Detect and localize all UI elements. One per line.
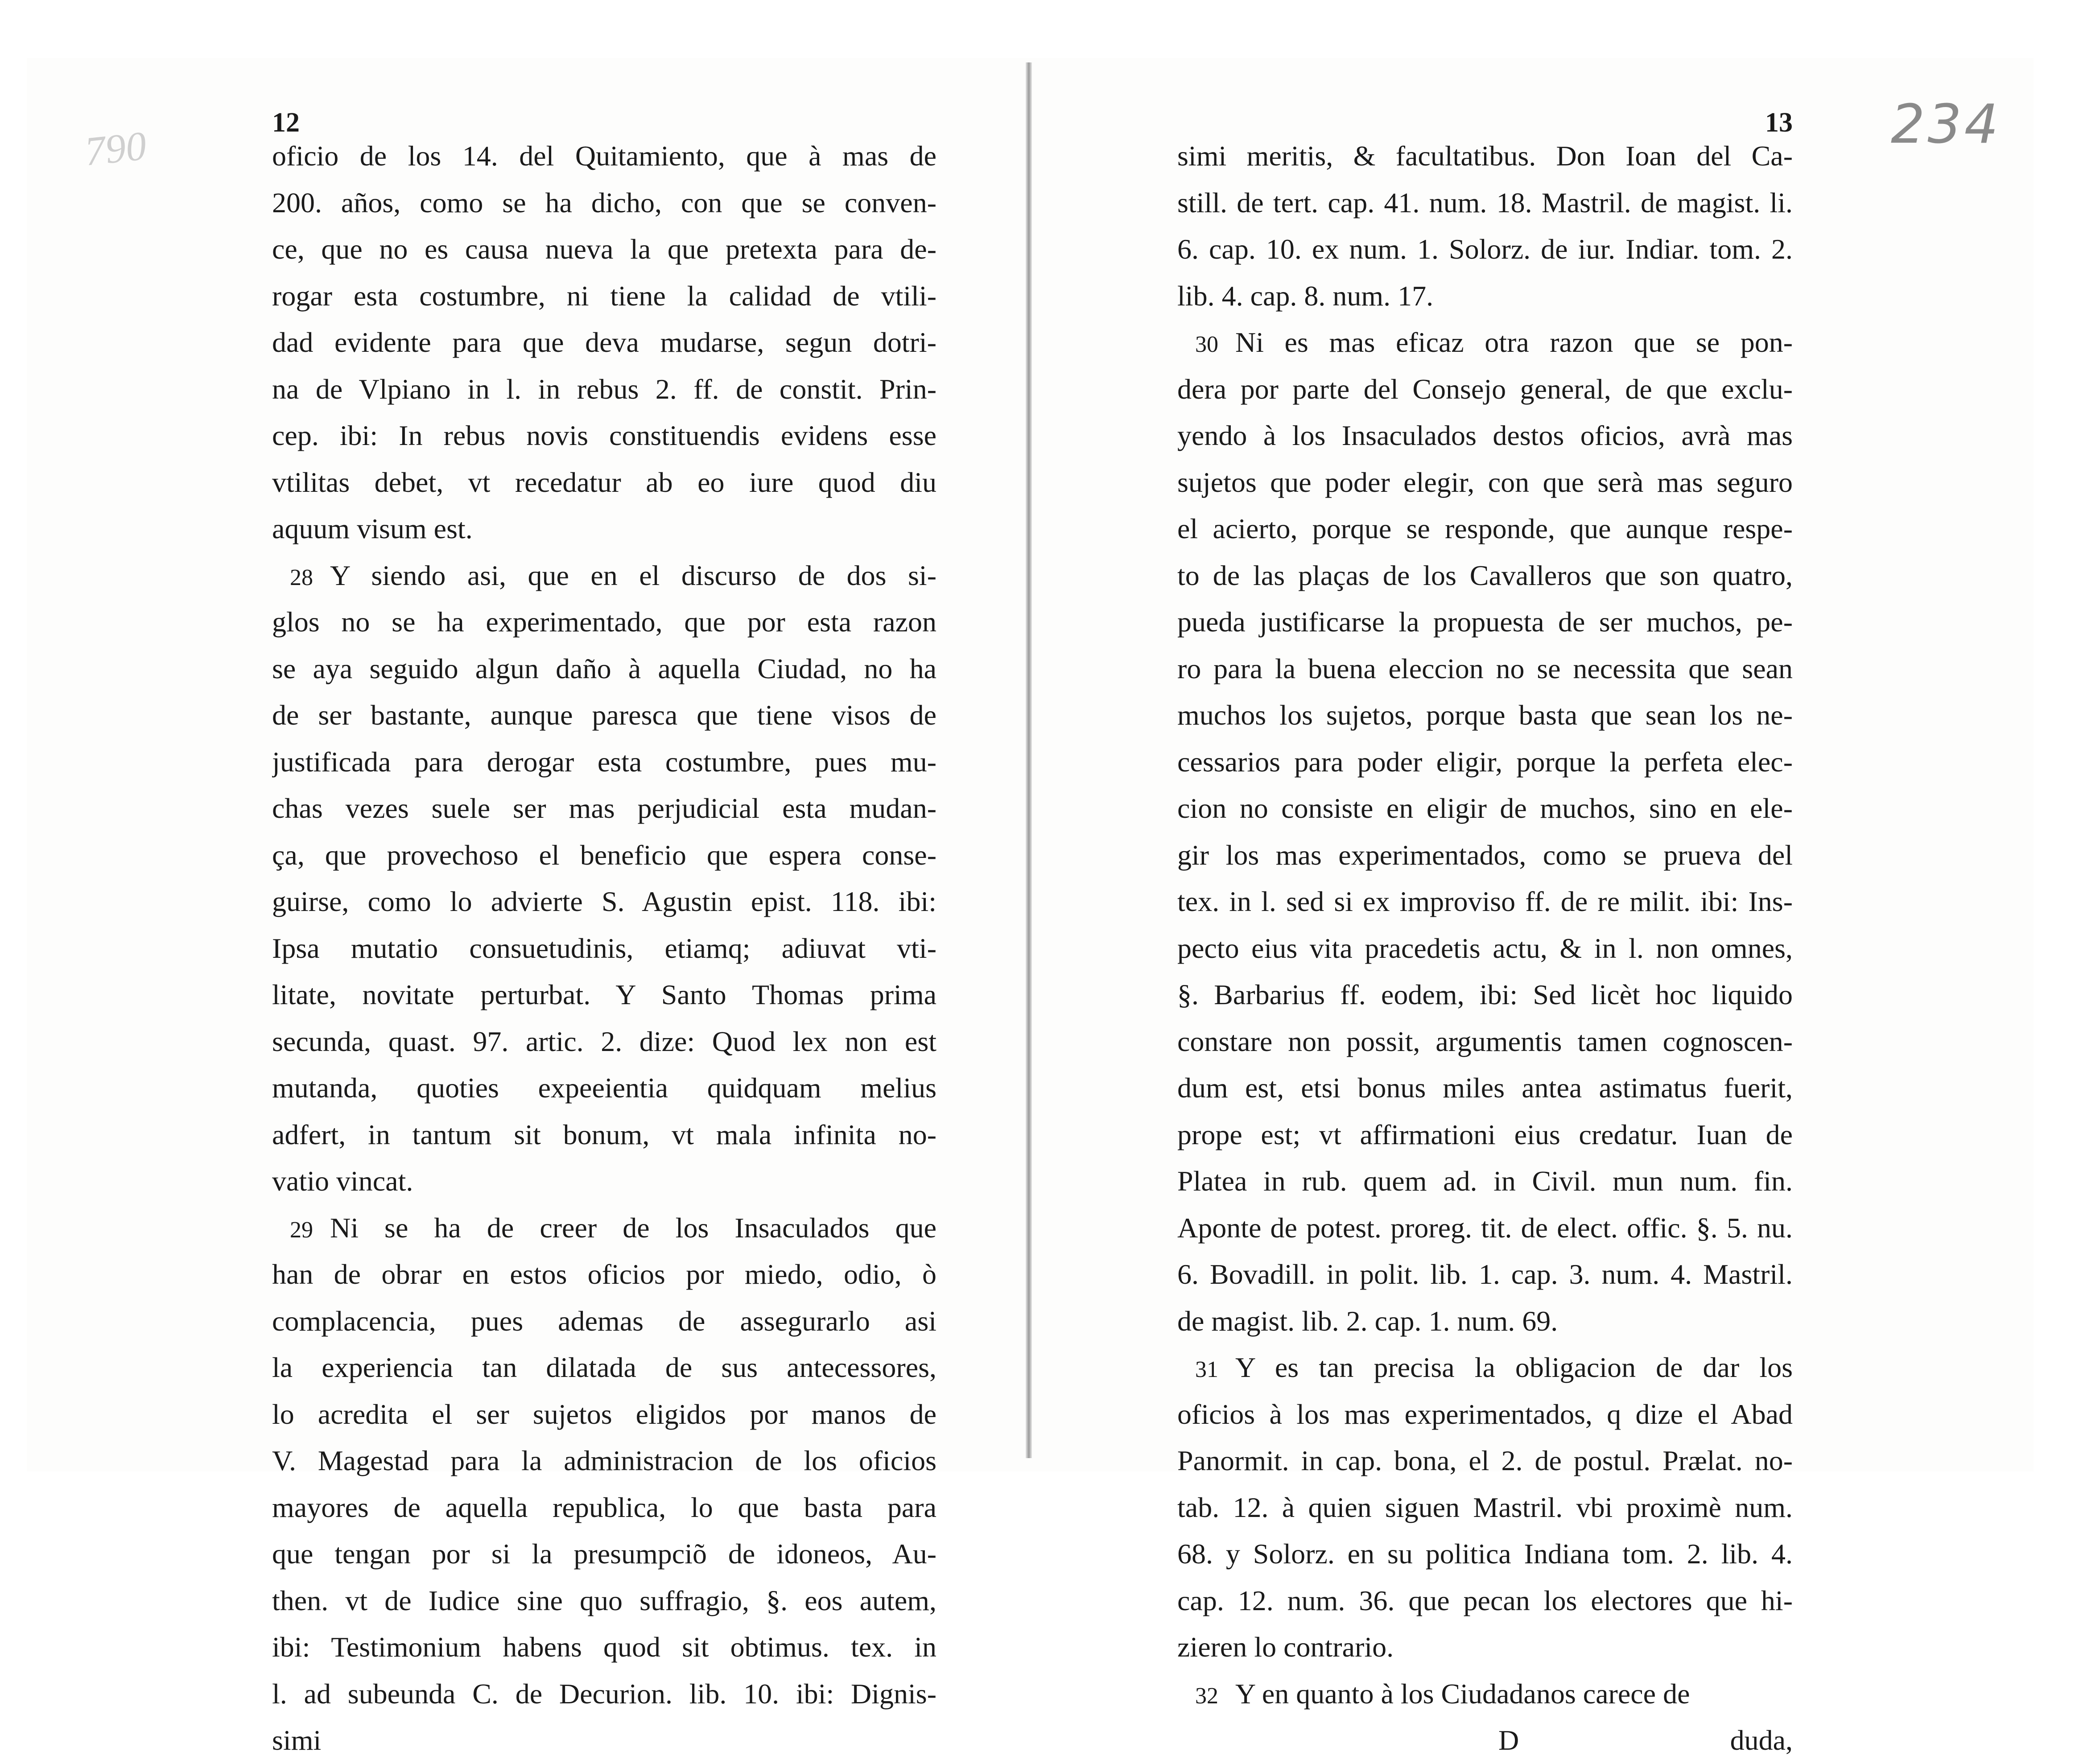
- text-line: [1177, 1065, 1793, 1112]
- line-text: constare non possit, argumentis tamen cognoscen-: [1177, 1025, 1793, 1057]
- text-line: [1177, 1484, 1793, 1531]
- text-line: [1177, 366, 1793, 413]
- line-text: Aponte de potest. proreg. tit. de elect. offic. §. 5. nu.: [1177, 1212, 1793, 1244]
- line-text: dera por parte del Consejo general, de que exclu-: [1177, 373, 1793, 405]
- text-line: [1177, 878, 1793, 925]
- text-line: [1177, 180, 1793, 227]
- line-text: glos no se ha experimentado, que por esta razon: [272, 606, 936, 638]
- line-text: de ser bastante, aunque paresca que tiene visos de: [272, 699, 936, 731]
- line-text: adfert, in tantum sit bonum, vt mala infinita no-: [272, 1118, 936, 1150]
- text-line: [1177, 133, 1793, 180]
- paragraph-number: 30: [1195, 332, 1218, 357]
- line-text: el acierto, porque se responde, que aunque respe-: [1177, 513, 1793, 544]
- line-text: mayores de aquella republica, lo que basta para: [272, 1491, 936, 1523]
- text-line: [272, 1624, 936, 1671]
- text-line: [1177, 1578, 1793, 1624]
- line-text: pecto eius vita pracedetis actu, & in l. non omnes,: [1177, 932, 1793, 964]
- line-text: ibi: Testimonium habens quod sit obtimus. tex. in: [272, 1631, 936, 1663]
- catchword: duda,: [1730, 1724, 1793, 1756]
- line-text: rogar esta costumbre, ni tiene la calidad de vtili-: [272, 280, 936, 312]
- text-line: [272, 412, 936, 459]
- text-line: [1177, 412, 1793, 459]
- line-text: gir los mas experimentados, como se prueva del: [1177, 839, 1793, 871]
- line-text: muchos los sujetos, porque basta que sean los ne-: [1177, 699, 1793, 731]
- line-text: Ni se ha de creer de los Insaculados que: [330, 1212, 936, 1244]
- line-text: prope est; vt affirmationi eius credatur. Iuan de: [1177, 1118, 1793, 1150]
- paragraph-number: 28: [290, 565, 313, 590]
- line-text: zieren lo contrario.: [1177, 1631, 1394, 1663]
- line-text: §. Barbarius ff. eodem, ibi: Sed licèt hoc liquido: [1177, 979, 1793, 1010]
- line-text: dum est, etsi bonus miles antea astimatus fuerit,: [1177, 1072, 1793, 1104]
- text-line: [272, 459, 936, 506]
- line-text: lo acredita el ser sujetos eligidos por manos de: [272, 1398, 936, 1430]
- text-line: [272, 366, 936, 413]
- text-line: [272, 133, 936, 180]
- text-line: [272, 1205, 936, 1252]
- text-line: [272, 1391, 936, 1438]
- text-line: [272, 1671, 936, 1718]
- text-line: [272, 692, 936, 739]
- line-text: Platea in rub. quem ad. in Civil. mun num. fin.: [1177, 1165, 1793, 1197]
- text-line: [1177, 1158, 1793, 1205]
- line-text: lib. 4. cap. 8. num. 17.: [1177, 280, 1434, 312]
- line-text: to de las plaças de los Cavalleros que son quatro,: [1177, 559, 1793, 591]
- text-line: [272, 878, 936, 925]
- text-line: [1177, 1205, 1793, 1252]
- line-text: cion no consiste en eligir de muchos, sino en ele-: [1177, 792, 1793, 824]
- line-text: l. ad subeunda C. de Decurion. lib. 10. ibi: Dignis-: [272, 1677, 936, 1710]
- line-text: Ipsa mutatio consuetudinis, etiamq; adiuvat vti-: [272, 932, 936, 964]
- paragraph-number: 32: [1195, 1683, 1218, 1709]
- line-text: cap. 12. num. 36. que pecan los electores que hi-: [1177, 1584, 1793, 1616]
- text-line: [272, 646, 936, 692]
- line-text: 6. Bovadill. in polit. lib. 1. cap. 3. num. 4. Mastril.: [1177, 1258, 1793, 1290]
- line-text: cep. ibi: In rebus novis constituendis evidens esse: [272, 420, 936, 451]
- line-text: Y es tan precisa la obligacion de dar los: [1235, 1352, 1793, 1383]
- text-line: [272, 552, 936, 599]
- line-text: secunda, quast. 97. artic. 2. dize: Quod lex non est: [272, 1025, 936, 1057]
- line-text: 200. años, como se ha dicho, con que se conven-: [272, 186, 936, 218]
- text-line: [1177, 226, 1793, 273]
- line-text: Y siendo asi, que en el discurso de dos si-: [330, 559, 936, 591]
- text-line: [1177, 832, 1793, 879]
- line-text: oficio de los 14. del Quitamiento, que à mas de: [272, 140, 936, 172]
- left-page-text: [272, 133, 936, 1764]
- text-line: [272, 1112, 936, 1158]
- text-line: [1177, 1251, 1793, 1298]
- text-line: [272, 1531, 936, 1578]
- text-line: [272, 832, 936, 879]
- text-line: [1177, 506, 1793, 552]
- line-text: mutanda, quoties expeeientia quidquam melius: [272, 1072, 936, 1104]
- line-text: guirse, como lo advierte S. Agustin epist. 118. ibi:: [272, 886, 936, 917]
- text-line: [272, 972, 936, 1018]
- text-line: [272, 785, 936, 832]
- text-line: [1177, 739, 1793, 786]
- text-line: [1177, 1344, 1793, 1391]
- text-line: [272, 1578, 936, 1624]
- line-text: han de obrar en estos oficios por miedo, odio, ò: [272, 1258, 936, 1290]
- line-text: se aya seguido algun daño à aquella Ciudad, no ha: [272, 652, 936, 684]
- line-text: Panormit. in cap. bona, el 2. de postul. Prælat. no-: [1177, 1445, 1793, 1476]
- text-line: [272, 180, 936, 227]
- text-line: [1177, 646, 1793, 692]
- text-line: [1177, 1112, 1793, 1158]
- signature-mark: D: [1498, 1724, 1519, 1756]
- line-text: 68. y Solorz. en su politica Indiana tom. 2. lib. 4.: [1177, 1538, 1793, 1570]
- line-text: ça, que provechoso el beneficio que espera conse-: [272, 839, 936, 871]
- text-line: [1177, 599, 1793, 646]
- text-line: [272, 506, 936, 552]
- paragraph-number: 29: [290, 1217, 313, 1243]
- line-text: yendo à los Insaculados destos oficios, avrà mas: [1177, 420, 1793, 451]
- text-line: [1177, 972, 1793, 1018]
- text-line: [1177, 459, 1793, 506]
- line-text: 6. cap. 10. ex num. 1. Solorz. de iur. Indiar. tom. 2.: [1177, 233, 1793, 265]
- paragraph-number: 31: [1195, 1357, 1218, 1382]
- text-line: [272, 1438, 936, 1484]
- line-text: aquum visum est.: [272, 513, 473, 544]
- text-line: [272, 599, 936, 646]
- left-page-number: 12: [272, 107, 300, 138]
- line-text: then. vt de Iudice sine quo suffragio, §. eos autem,: [272, 1584, 936, 1616]
- line-text: na de Vlpiano in l. in rebus 2. ff. de constit. Prin-: [272, 373, 936, 405]
- line-text: Ni es mas eficaz otra razon que se pon-: [1235, 326, 1793, 358]
- line-text: sujetos que poder elegir, con que serà mas seguro: [1177, 466, 1793, 498]
- line-text: justificada para derogar esta costumbre, pues mu-: [272, 746, 936, 778]
- line-text: still. de tert. cap. 41. num. 18. Mastril. de magist. li.: [1177, 186, 1793, 218]
- text-line: [272, 1065, 936, 1112]
- text-line: [1177, 1671, 1793, 1718]
- line-text: oficios à los mas experimentados, q dize el Abad: [1177, 1398, 1793, 1430]
- line-text: tab. 12. à quien siguen Mastril. vbi proximè num.: [1177, 1491, 1793, 1523]
- text-line: [1177, 319, 1793, 366]
- text-line: [272, 1018, 936, 1065]
- text-line: [272, 319, 936, 366]
- text-line: [272, 739, 936, 786]
- text-line: [272, 1717, 936, 1764]
- text-line: [1177, 1531, 1793, 1578]
- text-line: [1177, 785, 1793, 832]
- line-text: ro para la buena eleccion no se necessita que sean: [1177, 652, 1793, 684]
- line-text: simi: [272, 1724, 322, 1756]
- text-line: [1177, 1391, 1793, 1438]
- book-gutter: [1026, 62, 1032, 1458]
- signature-line: [1177, 1717, 1793, 1764]
- line-text: litate, novitate perturbat. Y Santo Thomas prima: [272, 979, 936, 1010]
- line-text: chas vezes suele ser mas perjudicial esta mudan-: [272, 792, 936, 824]
- text-line: [1177, 1438, 1793, 1484]
- line-text: dad evidente para que deva mudarse, segun dotri-: [272, 326, 936, 358]
- right-page-number: 13: [1765, 107, 1793, 138]
- text-line: [1177, 1298, 1793, 1345]
- text-line: [272, 1158, 936, 1205]
- text-line: [272, 1298, 936, 1345]
- line-text: simi meritis, & facultatibus. Don Ioan del Ca-: [1177, 140, 1793, 172]
- line-text: que tengan por si la presumpciõ de idoneos, Au-: [272, 1538, 936, 1570]
- text-line: [272, 1251, 936, 1298]
- text-line: [1177, 273, 1793, 320]
- line-text: complacencia, pues ademas de assegurarlo asi: [272, 1305, 936, 1337]
- line-text: cessarios para poder eligir, porque la perfeta elec-: [1177, 746, 1793, 778]
- line-text: ce, que no es causa nueva la que pretexta para de-: [272, 233, 936, 265]
- text-line: [272, 226, 936, 273]
- text-line: [1177, 1018, 1793, 1065]
- text-line: [272, 1484, 936, 1531]
- line-text: Y en quanto à los Ciudadanos carece de: [1235, 1677, 1690, 1710]
- text-line: [272, 273, 936, 320]
- text-line: [1177, 692, 1793, 739]
- line-text: tex. in l. sed si ex improviso ff. de re milit. ibi: Ins-: [1177, 886, 1793, 917]
- line-text: vatio vincat.: [272, 1165, 413, 1197]
- line-text: la experiencia tan dilatada de sus antecessores,: [272, 1352, 936, 1383]
- text-line: [1177, 552, 1793, 599]
- faded-handwritten-mark: 790: [82, 123, 148, 174]
- folio-number-handwritten: 234: [1891, 94, 2001, 156]
- text-line: [1177, 1624, 1793, 1671]
- text-line: [272, 1344, 936, 1391]
- line-text: V. Magestad para la administracion de los oficios: [272, 1445, 936, 1476]
- right-page-text: [1177, 133, 1793, 1764]
- text-line: [272, 925, 936, 972]
- line-text: de magist. lib. 2. cap. 1. num. 69.: [1177, 1305, 1558, 1337]
- line-text: pueda justificarse la propuesta de ser muchos, pe-: [1177, 606, 1793, 638]
- line-text: vtilitas debet, vt recedatur ab eo iure quod diu: [272, 466, 936, 498]
- text-line: [1177, 925, 1793, 972]
